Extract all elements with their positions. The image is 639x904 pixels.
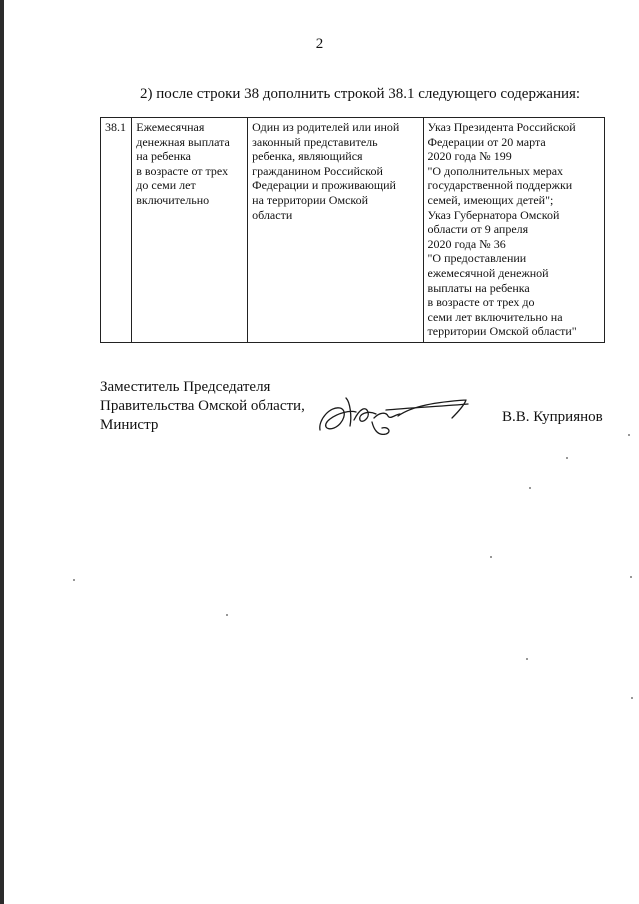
cell-line: 2020 года № 36 xyxy=(427,236,506,251)
cell-line: Один из родителей или иной xyxy=(252,120,400,134)
cell-line: до семи лет xyxy=(136,178,196,193)
cell-line: на территории Омской xyxy=(252,192,369,207)
scan-speck xyxy=(490,556,492,558)
cell-line: "О предоставлении xyxy=(427,251,527,266)
cell-line: области от 9 апреля xyxy=(427,222,529,237)
recipient-cell xyxy=(248,118,423,343)
scan-speck xyxy=(226,614,228,616)
cell-line: законный представитель xyxy=(252,134,378,149)
cell-line: Федерации от 20 марта xyxy=(427,134,546,149)
scan-speck xyxy=(630,576,632,578)
scan-speck xyxy=(529,487,531,489)
signatory-title-line: Правительства Омской области, xyxy=(100,398,305,414)
cell-line: 2020 года № 199 xyxy=(427,149,512,164)
scan-speck xyxy=(73,579,75,581)
signatory-title-line: Министр xyxy=(100,417,159,433)
page-number: 2 xyxy=(315,36,324,52)
cell-line: на ребенка xyxy=(136,149,191,164)
cell-line: государственной поддержки xyxy=(427,178,573,193)
cell-line: выплаты на ребенка xyxy=(427,280,530,295)
scan-speck xyxy=(628,434,630,436)
cell-line: Указ Президента Российской xyxy=(427,120,576,134)
scan-speck xyxy=(526,658,528,660)
cell-line: включительно xyxy=(136,192,210,207)
cell-line: области xyxy=(252,207,293,222)
cell-line: территории Омской области" xyxy=(427,324,577,339)
signer-name: В.В. Куприянов xyxy=(502,409,603,425)
cell-line: семи лет включительно на xyxy=(427,309,563,324)
cell-line: Указ Губернатора Омской xyxy=(427,207,560,222)
signatory-title xyxy=(100,378,305,435)
scan-speck xyxy=(566,457,568,459)
cell-line: "О дополнительных мерах xyxy=(427,163,564,178)
cell-line: ежемесячной денежной xyxy=(427,265,549,280)
handwritten-signature xyxy=(316,392,476,438)
legal-basis-cell xyxy=(423,118,604,343)
cell-line: ребенка, являющийся xyxy=(252,149,363,164)
row-number-cell: 38.1 xyxy=(101,118,132,343)
cell-line: Ежемесячная xyxy=(136,120,205,134)
amendment-table xyxy=(100,117,605,343)
scan-left-edge xyxy=(0,0,4,904)
cell-line: семей, имеющих детей"; xyxy=(427,192,554,207)
cell-line: в возрасте от трех xyxy=(136,163,229,178)
amendment-intro-text: 2) после строки 38 дополнить строкой 38.1 следующего содержания: xyxy=(140,86,581,102)
cell-line: гражданином Российской xyxy=(252,163,383,178)
cell-line: Федерации и проживающий xyxy=(252,178,396,193)
cell-line: в возрасте от трех до xyxy=(427,295,535,310)
signatory-title-line: Заместитель Председателя xyxy=(100,379,271,395)
cell-line: денежная выплата xyxy=(136,134,230,149)
payment-name-cell xyxy=(132,118,248,343)
scan-speck xyxy=(631,697,633,699)
table-row xyxy=(101,118,605,343)
